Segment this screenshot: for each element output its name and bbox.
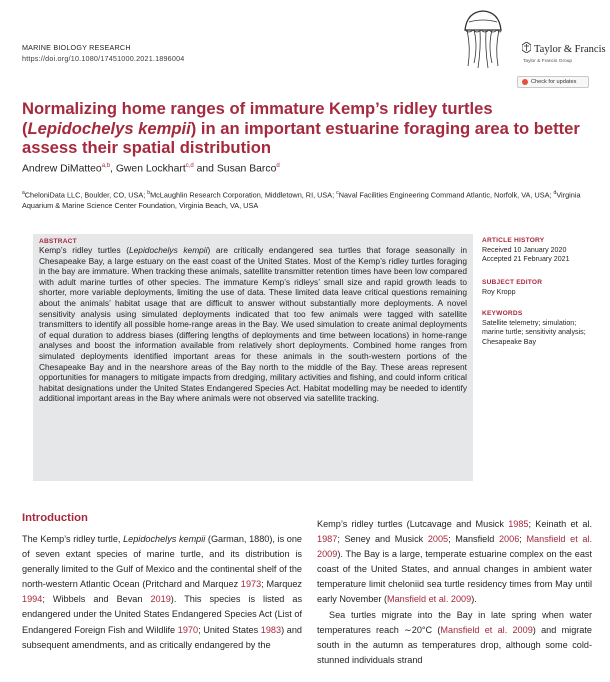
publisher-name (522, 40, 606, 58)
received-date: Received 10 January 2020 (482, 245, 567, 254)
affil-marker: a (22, 190, 25, 196)
affiliation: Naval Facilities Engineering Command Atlantic, Norfolk, VA, USA; (338, 190, 554, 200)
text-run: ; Keinath et al. (528, 519, 592, 529)
article-history-heading: ARTICLE HISTORY (482, 237, 545, 244)
check-updates-label: Check for updates (531, 79, 577, 85)
text-run: ) and migrate south in the autumn as temperatures drop, although some cold-stunned individuals strand (317, 624, 592, 665)
publisher-emblem-icon (522, 40, 531, 58)
author-affil-marker: a,b (101, 163, 111, 169)
text-run: ; (519, 534, 527, 545)
citation-link[interactable]: Mansfield et al. 2009 (317, 534, 592, 560)
author-name[interactable]: Gwen Lockhart (115, 163, 186, 175)
subject-editor-name: Roy Kropp (482, 287, 516, 296)
text-run: The Kemp’s ridley turtle, (22, 534, 124, 544)
text-run: Sea turtles migrate into the Bay in late spring when water temperatures reach ∼20°C ( (317, 609, 592, 635)
journal-name: MARINE BIOLOGY RESEARCH (22, 43, 131, 52)
author-separator: , (110, 163, 116, 175)
article-title (22, 99, 582, 158)
body-column-right (317, 517, 592, 668)
text-run: ; Mansfield (448, 534, 499, 545)
accepted-date: Accepted 21 February 2021 (482, 255, 570, 263)
abstract-species: Lepidochelys kempii (129, 245, 208, 255)
crossmark-icon (522, 79, 528, 85)
text-run: (Garman, 1880), is one of seven extant species of marine turtle, and its distribution is generally limited to the Gulf of Mexico and the continental shelf of the north-western Atlantic Ocean (Pritchard and Marquez (22, 534, 302, 590)
author-name[interactable]: Susan Barco (216, 163, 277, 175)
keywords (482, 309, 592, 347)
citation-link[interactable]: Mansfield et al. 2009 (386, 594, 472, 605)
author-affil-marker: c,d (185, 163, 194, 169)
publisher-brand: Taylor & Francis (534, 43, 606, 55)
author-separator: and (193, 163, 217, 175)
paragraph (317, 517, 592, 608)
text-run: ). The Bay is a large, temperate estuarine complex on the east coast of the United States, and annual changes in ambient water temperature limit cheloniid sea turtle residency times from May until early November ( (317, 549, 592, 605)
affiliation: McLaughlin Research Corporation, Middletown, RI, USA; (150, 190, 337, 200)
jellyfish-logo-icon (458, 8, 508, 75)
species-name: Lepidochelys kempii (123, 534, 206, 544)
affil-marker: c (336, 190, 339, 196)
author-name[interactable]: Andrew DiMatteo (22, 163, 102, 175)
text-run: ; Seney and Musick (337, 534, 428, 545)
body-column-left (22, 532, 302, 653)
affiliation: Virginia Aquarium & Marine Science Center Foundation, Virginia Beach, VA, USA (22, 190, 581, 211)
paragraph (22, 532, 302, 653)
text-run: ; Wibbels and Bevan (42, 594, 151, 605)
text-run: ; Marquez (261, 579, 302, 590)
text-run: ). This species is listed as endangered under the United States Endangered Species Act (List of Endangered Foreign Fish and Wildlife (22, 594, 303, 635)
citation-link[interactable]: 2006 (498, 534, 520, 545)
author-affil-marker: d (276, 163, 280, 169)
citation-link[interactable]: 1985 (508, 519, 529, 529)
citation-link[interactable]: 1970 (177, 624, 199, 635)
text-run: ) and subsequent amendments, and as critically endangered by the (22, 624, 302, 650)
abstract-body: ) are critically endangered sea turtles that forage seasonally in Chesapeake Bay, a large estuary on the east coast of the United States. Most of the Kemp’s ridley turtles foraging in the bay are immature. When tracking these animals, satellite transmitter retention times have been low compared with adult marine turtles of other species. The immature Kemp’s ridleys’ small size and rapid growth leads to shorter, more variable deployments, limiting the use of data. These limited data leave critical questions remaining about the animals’ habitat usage that are difficult to answer without substantially more deployments. A novel sensitivity analysis using simulated deployments indicated that too few animals were tagged with satellite transmitters to identify all possible home-range areas in the Bay. We used simulation to create animal deployments of equal duration to address biases (differing lengths of deployments and time between locations) in home-range analyses and boost the information available from relatively short deployments. Combined home ranges from simulated deployments identified important areas for these animals in the south-western portions of the Chesapeake Bay and in the nearshore areas of the Bay north to the middle of the Bay. These areas represent opportunities for managers to mitigate impacts from dredging, military activities and fishing, and could inform critical habitat designations under the United States Endangered Species Act. Habitat modelling may be needed to identify additional important areas in the Bay where animals were not observed via satellite tracking. (39, 245, 467, 404)
subject-editor-heading: SUBJECT EDITOR (482, 279, 543, 286)
citation-link[interactable]: 1973 (240, 579, 262, 590)
citation-link[interactable]: 1987 (317, 534, 338, 545)
abstract-box (33, 234, 473, 481)
abstract-text (39, 245, 467, 404)
section-heading-introduction: Introduction (22, 512, 88, 524)
paragraph (317, 608, 592, 668)
citation-link[interactable]: 1983 (260, 624, 282, 635)
article-history (482, 236, 592, 265)
doi-link[interactable]: https://doi.org/10.1080/17451000.2021.1896004 (22, 54, 185, 63)
text-run: Kemp’s ridley turtles (Lutcavage and Musick (317, 519, 509, 529)
affiliations (22, 188, 594, 211)
subject-editor (482, 278, 592, 297)
title-species: Lepidochelys kempii (27, 118, 191, 138)
publisher-logo (522, 40, 606, 64)
text-run: ; United States (198, 624, 261, 635)
citation-link[interactable]: Mansfield et al. 2009 (440, 624, 533, 635)
text-run: ). (471, 594, 477, 605)
publisher-group: Taylor & Francis Group (523, 59, 573, 64)
title-text-1: Normalizing home ranges of immature Kemp’s ridley turtles ( (22, 99, 493, 138)
abstract-heading: ABSTRACT (39, 238, 77, 245)
affil-marker: b (147, 190, 151, 196)
citation-link[interactable]: 2019 (150, 594, 171, 605)
keywords-list: Satellite telemetry; simulation; marine turtle; sensitivity analysis; Chesapeake Bay (482, 318, 586, 346)
check-for-updates-button[interactable] (517, 76, 589, 88)
citation-link[interactable]: 1994 (22, 594, 43, 605)
journal-header (22, 42, 184, 64)
affiliation: CheloniData LLC, Boulder, CO, USA; (24, 190, 148, 200)
author-list (22, 163, 280, 174)
citation-link[interactable]: 2005 (427, 534, 449, 545)
title-text-2: ) in an important estuarine foraging area to better assess their spatial distribution (22, 118, 580, 157)
affil-marker: d (553, 190, 557, 196)
abstract-lead: Kemp’s ridley turtles ( (39, 245, 130, 255)
keywords-heading: KEYWORDS (482, 310, 523, 317)
